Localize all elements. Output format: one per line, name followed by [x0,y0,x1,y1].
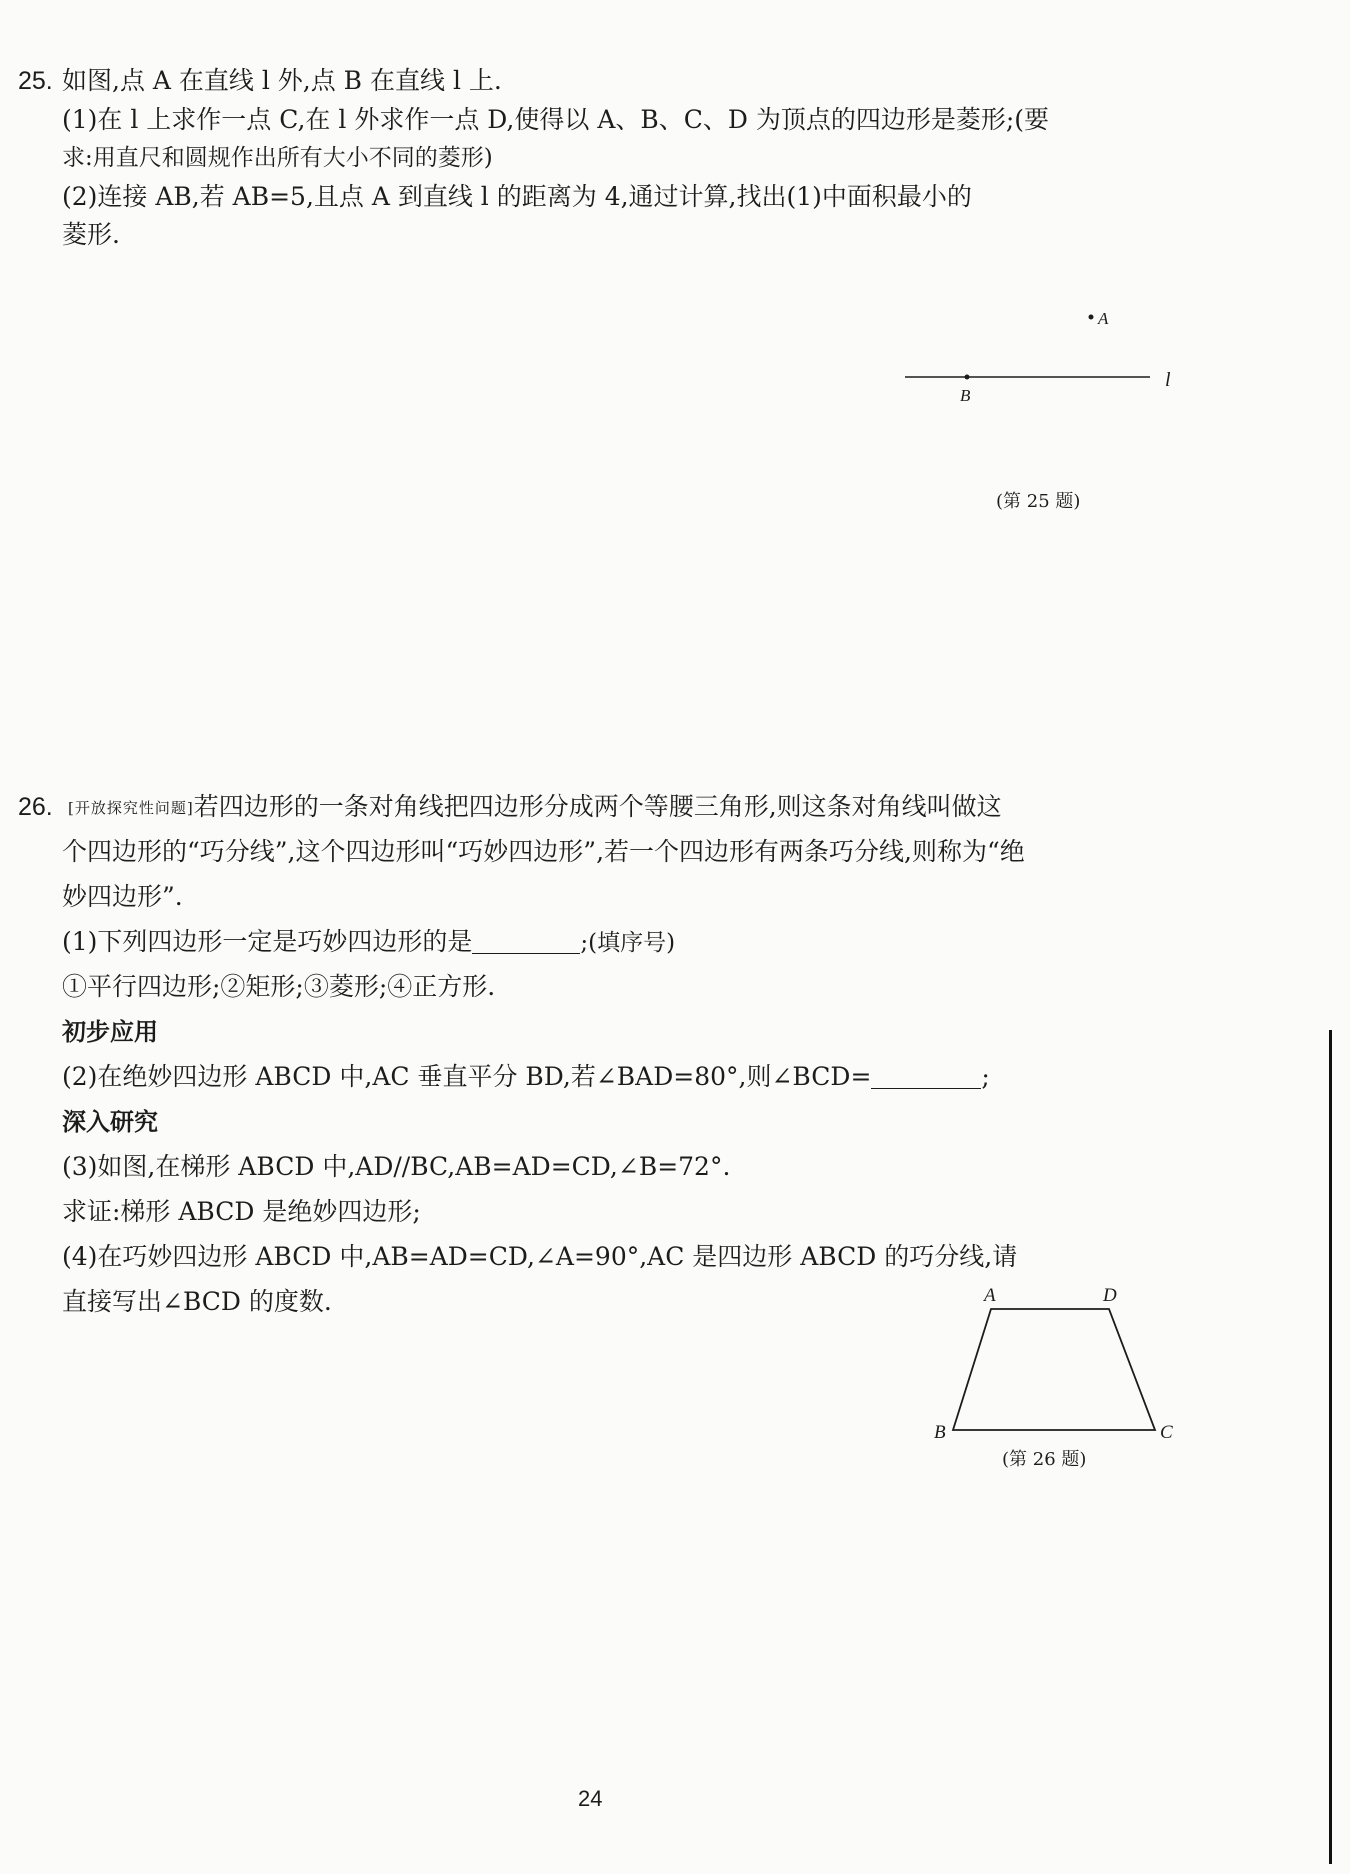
part-2-prompt: (2)在绝妙四边形 ABCD 中,AC 垂直平分 BD,若∠BAD=80°,则∠BCD= [62,1062,872,1091]
point-a-dot [1089,315,1094,320]
question-25-line-1: 如图,点 A 在直线 l 外,点 B 在直线 l 上. [62,66,502,95]
question-25-line-4: (2)连接 AB,若 AB=5,且点 A 到直线 l 的距离为 4,通过计算,找出(1)中面积最小的 [62,182,972,211]
question-26-number: 26. [18,793,53,821]
question-25-line-5: 菱形. [62,220,120,249]
question-26-part-1 [62,925,675,960]
point-a-label: A [1098,309,1109,328]
question-26-part-1-options: ①平行四边形;②矩形;③菱形;④正方形. [62,972,496,1001]
question-26-part-3-line-2: 求证:梯形 ABCD 是绝妙四边形; [62,1197,421,1226]
point-b-label: B [960,386,971,405]
question-26-part-4-line-1: (4)在巧妙四边形 ABCD 中,AB=AD=CD,∠A=90°,AC 是四边形 ABCD 的巧分线,请 [62,1242,1018,1271]
question-25-caption: (第 25 题) [996,491,1081,512]
question-26-line-3: 妙四边形”. [62,882,183,911]
page-number: 24 [578,1786,603,1811]
part-2-suffix: ; [981,1062,990,1091]
trapezoid-abcd [953,1309,1155,1430]
page-edge-shadow [1329,1030,1332,1864]
question-26-part-3-line-1: (3)如图,在梯形 ABCD 中,AD//BC,AB=AD=CD,∠B=72°. [62,1152,731,1181]
vertex-d-label: D [1103,1285,1117,1306]
vertex-b-label: B [934,1422,946,1443]
question-26-figure [920,1280,1190,1450]
question-25-line-3: 求:用直尺和圆规作出所有大小不同的菱形) [62,145,493,171]
question-25-number: 25. [18,67,53,95]
part-1-prompt: (1)下列四边形一定是巧妙四边形的是 [62,927,473,956]
vertex-c-label: C [1160,1422,1173,1443]
question-tag: [开放探究性问题] [68,799,194,817]
question-25-figure [900,290,1190,430]
question-26-line-2: 个四边形的“巧分线”,这个四边形叫“巧妙四边形”,若一个四边形有两条巧分线,则称为“绝 [62,837,1025,866]
question-26-intro-first: 若四边形的一条对角线把四边形分成两个等腰三角形,则这条对角线叫做这 [193,792,1002,821]
point-b-dot [965,375,970,380]
section-heading-basic: 初步应用 [62,1018,158,1046]
line-l-label: l [1165,369,1171,391]
question-26-caption: (第 26 题) [1002,1449,1087,1470]
part-1-answer-blank[interactable] [472,929,580,954]
vertex-a-label: A [984,1285,996,1306]
part-1-suffix: ;(填序号) [580,930,676,956]
question-26-part-4-line-2: 直接写出∠BCD 的度数. [62,1287,332,1316]
question-25-line-2: (1)在 l 上求作一点 C,在 l 外求作一点 D,使得以 A、B、C、D 为顶点的四边形是菱形;(要 [62,105,1050,134]
part-2-answer-blank[interactable] [871,1064,981,1089]
question-26-part-2 [62,1060,990,1094]
question-26-line-1 [68,790,1002,825]
section-heading-deep: 深入研究 [62,1108,158,1136]
